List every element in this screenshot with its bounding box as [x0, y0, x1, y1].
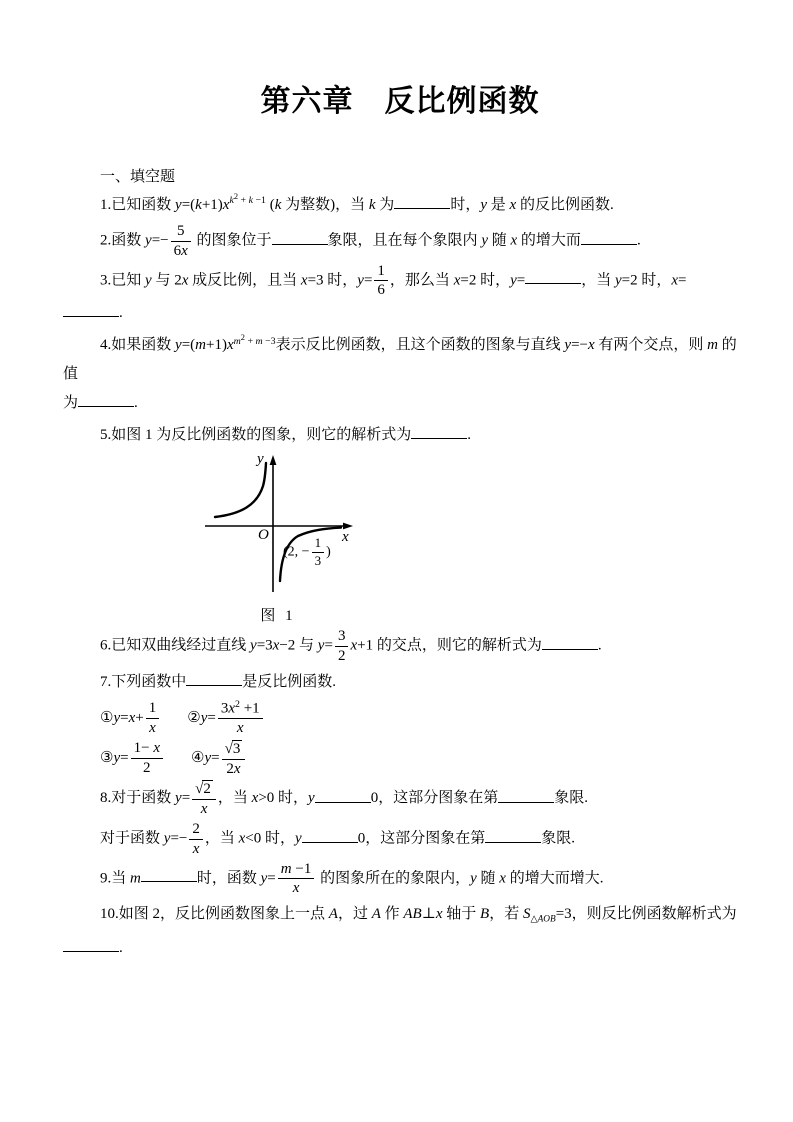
- math-variable: x: [226, 337, 234, 354]
- text-run: 是: [487, 197, 510, 213]
- text-run: 2: [235, 698, 240, 710]
- math-variable: y: [295, 830, 302, 847]
- text-run: 为: [375, 197, 395, 213]
- fill-blank: [63, 303, 119, 317]
- fill-blank: [302, 829, 358, 843]
- text-run: =: [120, 750, 129, 767]
- text-run: 2: [203, 781, 211, 798]
- figure-1: [203, 451, 373, 625]
- text-run: −2 与: [279, 637, 318, 654]
- fraction-numerator: [374, 263, 388, 281]
- text-run: 为整数)，当: [281, 197, 369, 213]
- hyperbola-branch-q2: [215, 463, 266, 517]
- math-variable: y: [510, 272, 517, 289]
- question-7: [63, 668, 737, 697]
- text-run: 3: [232, 740, 241, 757]
- text-run: ②: [187, 709, 201, 726]
- fraction-denominator: [146, 718, 160, 737]
- text-run: ④: [190, 750, 205, 767]
- math-fraction: [187, 821, 205, 858]
- text-run: −1: [291, 860, 312, 877]
- text-run: 1: [148, 700, 157, 716]
- math-variable: y: [113, 709, 121, 726]
- text-run: 6: [377, 282, 385, 299]
- math-variable: x: [510, 232, 518, 249]
- text-run: 2.函数: [100, 232, 146, 249]
- fill-blank: [186, 672, 242, 686]
- text-run: ，若: [489, 906, 523, 923]
- fill-blank: [485, 829, 541, 843]
- question-7-options-row-2: [63, 740, 737, 778]
- question-8-part-2: [63, 821, 737, 858]
- math-variable: y: [564, 337, 572, 354]
- math-variable: m: [130, 870, 141, 887]
- sqrt-radical: [195, 780, 213, 798]
- fraction-numerator: [131, 740, 163, 758]
- sqrt-radical: [225, 740, 243, 758]
- text-run: =−: [151, 232, 169, 249]
- x-axis-label: x: [342, 529, 349, 546]
- math-variable: AB: [403, 906, 422, 923]
- text-run: 的增大而增大.: [505, 870, 604, 887]
- math-variable: y: [175, 337, 182, 354]
- math-variable: y: [357, 272, 364, 289]
- math-variable: y: [175, 197, 182, 213]
- text-run: ，当: [217, 790, 252, 807]
- text-run: 象限，且在每个象限内: [327, 232, 482, 249]
- math-variable: x: [251, 790, 259, 807]
- math-variable: x: [272, 637, 280, 654]
- math-variable: x: [509, 197, 517, 213]
- math-fraction: [372, 263, 390, 300]
- text-run: =: [181, 790, 191, 807]
- math-variable: k: [368, 197, 376, 213]
- math-fraction: [276, 861, 317, 898]
- text-run: .: [636, 232, 641, 249]
- point-label: [283, 536, 331, 568]
- text-run: 随: [487, 232, 511, 249]
- text-run: =3: [256, 637, 273, 654]
- fraction-denominator: [374, 280, 388, 299]
- subscript: △AOB: [530, 914, 556, 925]
- math-variable: y: [113, 750, 121, 767]
- math-variable: y: [204, 750, 212, 767]
- fraction-denominator: [278, 878, 315, 897]
- math-variable: A: [328, 906, 338, 923]
- text-run: ⊥: [421, 906, 436, 923]
- text-run: =3 时，: [307, 272, 358, 289]
- fraction-numerator: [335, 628, 349, 646]
- math-variable: y: [260, 870, 268, 887]
- fraction-denominator: [171, 241, 191, 260]
- text-run: 4.如果函数: [100, 337, 176, 354]
- text-run: 6: [173, 242, 182, 259]
- text-run: 为: [63, 395, 79, 412]
- fill-blank: [542, 636, 598, 650]
- fill-blank: [272, 231, 328, 245]
- superscript: [229, 193, 265, 206]
- text-run: +1): [201, 197, 223, 213]
- fraction-denominator: [189, 839, 203, 858]
- text-run: .: [119, 940, 123, 957]
- math-variable: B: [480, 906, 490, 923]
- text-run: .: [134, 395, 138, 412]
- text-run: 的值: [63, 337, 737, 383]
- math-variable: y: [200, 709, 208, 726]
- math-variable: y: [614, 272, 622, 289]
- fraction-denominator: [335, 646, 349, 665]
- math-variable: x: [181, 272, 189, 289]
- question-9: [63, 861, 737, 898]
- math-variable: m: [280, 860, 292, 877]
- fill-blank: [315, 789, 371, 803]
- math-variable: x: [222, 197, 230, 213]
- text-run: +1): [206, 337, 227, 354]
- question-7-options-row-1: [63, 700, 737, 737]
- text-run: .: [119, 305, 123, 322]
- text-run: 3: [337, 628, 346, 645]
- text-run: 是反比例函数.: [242, 673, 337, 690]
- text-run: 0，这部分图象在第: [357, 830, 486, 847]
- text-run: 时，函数: [196, 870, 261, 887]
- fraction-numerator: [278, 861, 315, 879]
- text-run: +: [244, 335, 256, 347]
- fill-blank: [525, 270, 581, 284]
- text-run: 随: [476, 870, 500, 887]
- math-fraction: [310, 536, 327, 568]
- math-fraction: [190, 780, 218, 818]
- text-run: ): [326, 544, 331, 560]
- text-run: 的增大而: [517, 232, 581, 249]
- text-run: =: [678, 272, 687, 289]
- text-run: 7.下列函数中: [100, 673, 187, 690]
- text-run: 1−: [133, 740, 154, 757]
- text-run: 2: [226, 760, 234, 777]
- math-fraction: [144, 700, 162, 737]
- text-run: 作: [380, 906, 404, 923]
- math-variable: A: [371, 906, 381, 923]
- text-run: ①: [100, 709, 114, 726]
- text-run: 1: [377, 262, 385, 279]
- chapter-title: 第六章 反比例函数: [260, 85, 540, 118]
- text-run: 3: [314, 552, 322, 568]
- text-run: =(: [181, 337, 196, 354]
- text-run: ，那么当: [389, 272, 454, 289]
- fraction-denominator: [312, 552, 325, 569]
- math-variable: x: [671, 272, 679, 289]
- math-variable: y: [175, 790, 182, 807]
- text-run: =: [363, 272, 373, 289]
- figure-1-caption: 图 1: [260, 608, 296, 625]
- text-run: 2: [337, 647, 346, 664]
- math-variable: x: [149, 719, 156, 736]
- radicand: [232, 740, 243, 758]
- y-axis-arrow-icon: [270, 455, 277, 465]
- fill-blank: [411, 425, 467, 439]
- text-run: 2: [143, 760, 151, 777]
- text-run: =3，则反比例函数解析式为: [555, 906, 737, 923]
- math-variable: k: [229, 195, 234, 207]
- text-run: 2: [240, 332, 245, 342]
- text-run: 的图象所在的象限内，: [316, 870, 471, 887]
- text-run: ，当: [204, 830, 239, 847]
- math-variable: x: [350, 637, 358, 654]
- math-variable: m: [707, 337, 719, 354]
- fraction-numerator: [171, 223, 191, 241]
- hyperbola-graph: [203, 451, 363, 598]
- text-run: 0，这部分图象在第: [370, 790, 499, 807]
- text-run: +: [135, 709, 144, 726]
- text-run: =2 时，: [460, 272, 511, 289]
- text-run: 的图象位于: [192, 232, 272, 249]
- text-run: 对于函数: [100, 830, 164, 847]
- text-run: =2 时，: [621, 272, 672, 289]
- math-variable: x: [153, 740, 160, 757]
- question-5: [63, 421, 737, 450]
- text-run: 象限.: [554, 790, 588, 807]
- text-run: 6.已知双曲线经过直线: [100, 637, 251, 654]
- text-run: =: [207, 709, 216, 726]
- question-1: [63, 191, 737, 220]
- text-run: 象限.: [541, 830, 575, 847]
- hyperbola-figure: [203, 451, 363, 598]
- text-run: 的反比例函数.: [516, 197, 614, 213]
- text-run: 与 2: [151, 272, 182, 289]
- text-run: 2: [192, 821, 200, 837]
- fraction-numerator: [146, 700, 160, 718]
- question-6: [63, 628, 737, 665]
- math-variable: x: [435, 906, 443, 923]
- question-2: [63, 223, 737, 260]
- text-run: .: [467, 427, 472, 444]
- text-run: 表示反比例函数，且这个函数的图象与直线: [275, 337, 565, 354]
- text-run: =: [211, 750, 220, 767]
- math-variable: x: [200, 801, 208, 818]
- text-run: −1: [252, 195, 266, 207]
- text-run: (: [265, 197, 275, 213]
- text-run: 时，: [450, 197, 481, 213]
- radical-sign-icon: √: [224, 740, 233, 757]
- question-3: [63, 263, 737, 329]
- text-run: +1 的交点，则它的解析式为: [357, 637, 542, 654]
- text-run: 1.已知函数: [100, 197, 176, 213]
- math-variable: x: [292, 880, 300, 897]
- fraction-denominator: [222, 759, 246, 778]
- math-variable: x: [181, 242, 188, 259]
- fraction-numerator: [218, 700, 263, 718]
- text-run: 1: [314, 535, 322, 551]
- math-variable: y: [145, 232, 152, 249]
- text-run: 轴于: [442, 906, 481, 923]
- math-variable: y: [481, 232, 488, 249]
- fill-blank: [63, 938, 119, 952]
- math-variable: x: [238, 830, 246, 847]
- text-run: =−: [170, 830, 188, 847]
- math-variable: y: [470, 870, 477, 887]
- text-run: =: [324, 637, 333, 654]
- math-variable: x: [228, 700, 235, 717]
- text-run: =−: [571, 337, 588, 354]
- text-run: 2: [233, 192, 239, 202]
- text-run: 5: [176, 223, 185, 239]
- math-fraction: [129, 740, 165, 777]
- text-run: 3.已知: [100, 272, 146, 289]
- superscript: [234, 334, 276, 347]
- text-run: +1: [239, 700, 260, 717]
- math-fraction: [216, 700, 265, 737]
- text-run: 5.如图 1 为反比例函数的图象，则它的解析式为: [100, 427, 412, 444]
- text-run: <0 时，: [245, 830, 296, 847]
- text-run: 有两个交点，则: [594, 337, 708, 354]
- math-variable: x: [587, 337, 595, 354]
- math-variable: m: [233, 335, 241, 347]
- math-variable: y: [480, 197, 487, 213]
- text-run: 成反比例，且当: [188, 272, 301, 289]
- math-variable: S: [522, 906, 531, 923]
- radical-sign-icon: √: [195, 781, 204, 798]
- text-run: 3: [220, 700, 229, 717]
- fraction-denominator: [218, 718, 263, 737]
- text-run: +: [238, 195, 249, 207]
- math-fraction: [220, 740, 248, 778]
- fill-blank: [394, 195, 450, 209]
- math-variable: y: [145, 272, 152, 289]
- math-variable: y: [308, 790, 315, 807]
- math-variable: x: [300, 272, 308, 289]
- fill-blank: [78, 393, 134, 407]
- math-variable: y: [317, 637, 325, 654]
- math-variable: m: [195, 337, 206, 354]
- text-run: ，过: [337, 906, 372, 923]
- text-run: ③: [100, 750, 114, 767]
- fraction-denominator: [192, 799, 216, 818]
- text-run: =: [516, 272, 526, 289]
- section-heading: 一、填空题: [100, 169, 176, 185]
- question-8: [63, 780, 737, 818]
- math-fraction: [333, 628, 351, 665]
- text-run: .: [597, 637, 602, 654]
- text-run: =: [120, 709, 129, 726]
- math-variable: x: [233, 760, 241, 777]
- question-4: [63, 331, 737, 418]
- math-variable: x: [192, 840, 200, 857]
- fill-blank: [141, 868, 197, 882]
- text-run: =: [267, 870, 276, 887]
- math-variable: k: [248, 195, 253, 207]
- math-variable: y: [250, 637, 257, 654]
- math-variable: m: [255, 335, 263, 347]
- fraction-numerator: [312, 536, 325, 552]
- fraction-numerator: [222, 740, 246, 759]
- radicand: [202, 780, 213, 798]
- fraction-numerator: [192, 780, 216, 799]
- math-fraction: [169, 223, 193, 260]
- text-run: −3: [262, 335, 276, 347]
- y-axis-label: y: [257, 451, 264, 468]
- text-run: ，当: [581, 272, 615, 289]
- math-variable: x: [453, 272, 461, 289]
- text-run: 8.对于函数: [100, 790, 176, 807]
- text-run: >0 时，: [258, 790, 309, 807]
- text-run: 10.如图 2，反比例函数图象上一点: [100, 906, 329, 923]
- math-variable: k: [195, 197, 202, 213]
- math-variable: x: [128, 709, 136, 726]
- fraction-denominator: [131, 758, 163, 777]
- fill-blank: [581, 231, 637, 245]
- question-10: [63, 900, 737, 963]
- text-run: (2, −: [283, 544, 310, 560]
- fraction-numerator: [189, 821, 203, 839]
- math-variable: y: [163, 830, 171, 847]
- origin-label: O: [258, 527, 269, 544]
- math-variable: x: [236, 720, 244, 737]
- text-run: 9.当: [100, 870, 131, 887]
- fill-blank: [498, 789, 554, 803]
- text-run: =(: [181, 197, 196, 213]
- math-variable: k: [274, 197, 282, 213]
- math-variable: x: [499, 870, 506, 887]
